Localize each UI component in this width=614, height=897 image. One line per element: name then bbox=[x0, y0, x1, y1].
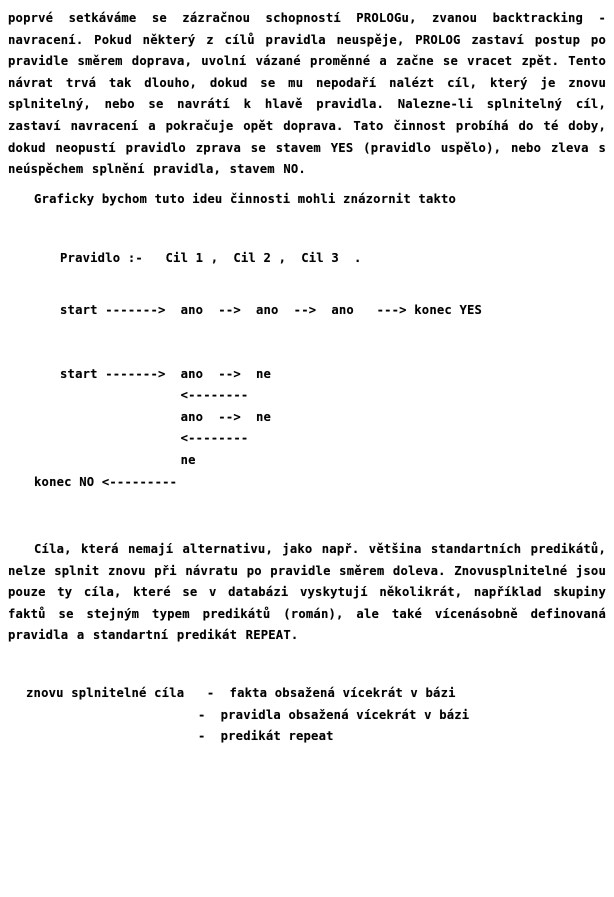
list-item-1: - fakta obsažená vícekrát v bázi bbox=[206, 686, 456, 701]
spacer bbox=[8, 322, 606, 364]
diagram-success-line: start -------> ano --> ano --> ano ---> konec YES bbox=[60, 302, 483, 317]
spacer bbox=[8, 181, 606, 189]
list-item-2-line: - pravidla obsažená vícekrát v bázi bbox=[198, 707, 470, 722]
diagram-fail-line-2: <-------- bbox=[60, 388, 249, 403]
body-paragraph-2: Cíla, která nemají alternativu, jako např. většina standartních predikátů, nelze splnit znovu při návratu po pravidle směrem doleva. Znovusplnitelné jsou pouze ty cíla, které se v databázi vyskytují několikrát, například skupiny faktů se stejným typem predikátů (román), ale také vícenásobně definovaná pravidla a standartní predikát REPEAT. bbox=[8, 542, 606, 643]
body-paragraph-1: poprvé setkáváme se zázračnou schopností PROLOGu, zvanou backtracking - navracení. Pokud některý z cílů pravidla neuspěje, PROLOG zastaví postup po pravidle směrem doprava, uvolní vázané proměnné a začne se vracet zpět. Tento návrat trvá tak dlouho, dokud se mu nepodaří nalézt cíl, který je znovu splnitelný, nebo se navrátí k hlavě pravidla. Nalezne-li splnitelný cíl, zastaví navracení a pokračuje opět doprava. Tato činnost probíhá do té doby, dokud neopustí pravidlo zprava se stavem YES (pravidlo uspělo), nebo zleva s neúspěchem splnění pravidla, stavem NO. bbox=[8, 11, 606, 177]
diagram-fail-line-1: start -------> ano --> ne bbox=[60, 366, 272, 381]
diagram-rule-line: Pravidlo :- Cil 1 , Cil 2 , Cil 3 . bbox=[60, 251, 362, 266]
spacer bbox=[8, 647, 606, 683]
diagram-fail-line-5: ne bbox=[60, 452, 196, 467]
spacer bbox=[8, 210, 606, 248]
diagram-fail-line-3: ano --> ne bbox=[60, 409, 272, 424]
list-label-line bbox=[8, 683, 606, 705]
list-label: znovu splnitelné cíla bbox=[26, 686, 185, 701]
diagram-fail-line-4: <-------- bbox=[60, 431, 249, 446]
list-item-3-line: - predikát repeat bbox=[198, 729, 334, 744]
spacer bbox=[8, 493, 606, 539]
diagram-fail-end-line: konec NO <--------- bbox=[34, 474, 178, 489]
spacer bbox=[8, 270, 606, 300]
graphic-intro-line: Graficky bychom tuto ideu činnosti mohli znázornit takto bbox=[34, 191, 457, 206]
